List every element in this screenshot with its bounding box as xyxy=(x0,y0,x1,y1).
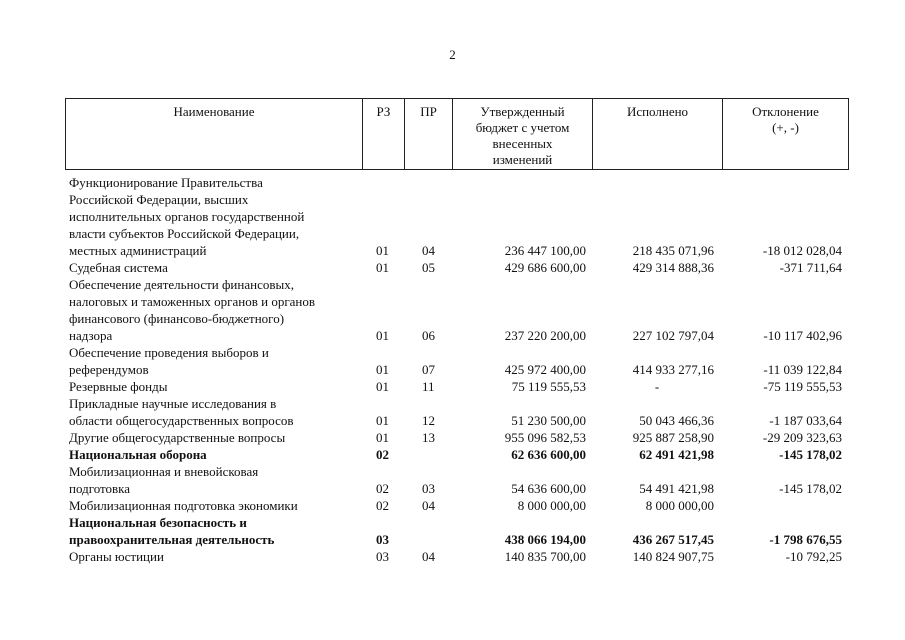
table-row xyxy=(0,497,905,514)
row-approved: 140 835 700,00 xyxy=(504,549,586,564)
row-rz: 02 xyxy=(376,498,389,513)
row-rz: 02 xyxy=(376,481,389,496)
row-rz: 01 xyxy=(376,362,389,377)
row-name: Национальная безопасность и правоохранительная деятельность xyxy=(69,515,275,547)
table-row xyxy=(0,395,905,429)
row-pr: 04 xyxy=(422,549,435,564)
row-approved: 438 066 194,00 xyxy=(504,532,586,547)
row-rz: 02 xyxy=(376,447,389,462)
row-pr: 04 xyxy=(422,243,435,258)
row-deviation: -75 119 555,53 xyxy=(763,379,842,394)
row-approved: 955 096 582,53 xyxy=(504,430,586,445)
row-pr: 05 xyxy=(422,260,435,275)
row-approved: 429 686 600,00 xyxy=(504,260,586,275)
row-executed: 54 491 421,98 xyxy=(639,481,714,496)
row-name: Мобилизационная подготовка экономики xyxy=(69,498,298,513)
row-executed: 227 102 797,04 xyxy=(632,328,714,343)
row-approved: 8 000 000,00 xyxy=(517,498,586,513)
row-executed: 8 000 000,00 xyxy=(645,498,714,513)
row-rz: 01 xyxy=(376,413,389,428)
row-executed: 925 887 258,90 xyxy=(632,430,714,445)
row-executed: 140 824 907,75 xyxy=(632,549,714,564)
row-executed: 218 435 071,96 xyxy=(632,243,714,258)
row-pr: 07 xyxy=(422,362,435,377)
row-name: Прикладные научные исследования в области общегосударственных вопросов xyxy=(69,396,294,428)
table-row xyxy=(0,259,905,276)
header-pr: ПР xyxy=(404,99,452,169)
row-deviation: -1 798 676,55 xyxy=(769,532,842,547)
row-name: Другие общегосударственные вопросы xyxy=(69,430,286,445)
table-row xyxy=(0,344,905,378)
row-name: Органы юстиции xyxy=(69,549,164,564)
row-deviation: -10 792,25 xyxy=(785,549,842,564)
row-deviation: -11 039 122,84 xyxy=(763,362,842,377)
row-approved: 51 230 500,00 xyxy=(511,413,586,428)
row-name: Обеспечение проведения выборов и референдумов xyxy=(69,345,269,377)
row-deviation: -145 178,02 xyxy=(779,481,842,496)
row-pr: 04 xyxy=(422,498,435,513)
table-row xyxy=(0,463,905,497)
page-number: 2 xyxy=(449,47,456,62)
table-row xyxy=(0,276,905,344)
table-row xyxy=(0,548,905,565)
row-name: Национальная оборона xyxy=(69,447,207,462)
header-name: Наименование xyxy=(173,104,255,119)
row-name: Судебная система xyxy=(69,260,168,275)
row-approved: 75 119 555,53 xyxy=(511,379,586,394)
table-row xyxy=(0,446,905,463)
row-rz: 01 xyxy=(376,260,389,275)
row-approved: 237 220 200,00 xyxy=(504,328,586,343)
row-name: Резервные фонды xyxy=(69,379,168,394)
row-rz: 01 xyxy=(376,379,389,394)
row-pr: 03 xyxy=(422,481,435,496)
header-approved: Утвержденный бюджет с учетом внесенных изменений xyxy=(452,99,592,169)
table-row xyxy=(0,378,905,395)
row-approved: 425 972 400,00 xyxy=(504,362,586,377)
row-rz: 01 xyxy=(376,243,389,258)
header-deviation: Отклонение (+, -) xyxy=(722,99,848,169)
header-executed: Исполнено xyxy=(592,99,722,169)
table-body xyxy=(0,174,905,565)
row-deviation: -18 012 028,04 xyxy=(762,243,842,258)
row-approved: 54 636 600,00 xyxy=(511,481,586,496)
row-deviation: -145 178,02 xyxy=(779,447,842,462)
row-pr: 11 xyxy=(422,379,435,394)
row-pr: 13 xyxy=(422,430,435,445)
row-rz: 03 xyxy=(376,549,389,564)
header-rz: РЗ xyxy=(362,99,404,169)
row-executed: - xyxy=(654,379,660,394)
row-approved: 62 636 600,00 xyxy=(511,447,586,462)
row-executed: 62 491 421,98 xyxy=(639,447,714,462)
row-name: Функционирование Правительства Российской Федерации, высших исполнительных органов государственной власти субъектов Российской Федерации, местных администраций xyxy=(69,175,305,258)
row-name: Обеспечение деятельности финансовых, налоговых и таможенных органов и органов финансового (финансово-бюджетного) надзора xyxy=(69,277,316,343)
row-deviation: -371 711,64 xyxy=(779,260,842,275)
row-approved: 236 447 100,00 xyxy=(504,243,586,258)
row-name: Мобилизационная и вневойсковая подготовка xyxy=(69,464,259,496)
row-executed: 414 933 277,16 xyxy=(632,362,714,377)
row-deviation: -1 187 033,64 xyxy=(769,413,842,428)
row-rz: 01 xyxy=(376,430,389,445)
row-rz: 01 xyxy=(376,328,389,343)
table-row xyxy=(0,429,905,446)
row-executed: 429 314 888,36 xyxy=(632,260,714,275)
row-executed: 50 043 466,36 xyxy=(639,413,714,428)
row-deviation: -29 209 323,63 xyxy=(762,430,842,445)
row-deviation: -10 117 402,96 xyxy=(763,328,842,343)
row-pr: 06 xyxy=(422,328,435,343)
table-row xyxy=(0,514,905,548)
row-executed: 436 267 517,45 xyxy=(632,532,714,547)
table-header xyxy=(65,98,849,170)
row-pr: 12 xyxy=(422,413,435,428)
row-rz: 03 xyxy=(376,532,389,547)
table-row xyxy=(0,174,905,259)
